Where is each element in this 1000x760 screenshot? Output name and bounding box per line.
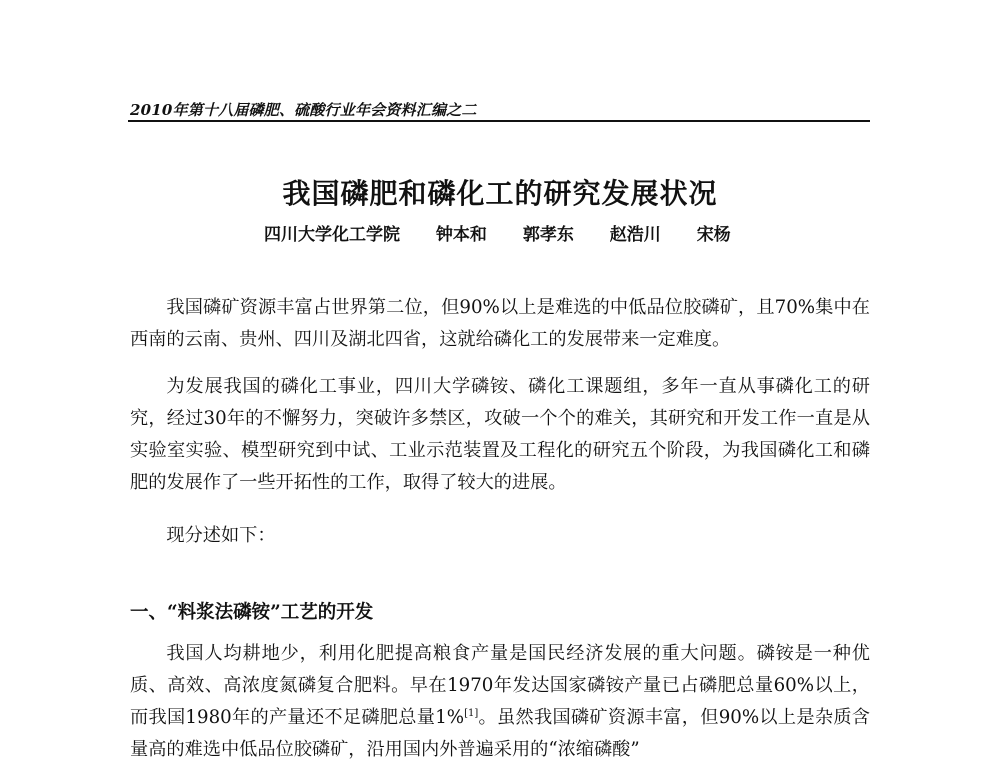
paragraph-text: 。虽然我国磷矿资源丰富，但90%以上是杂质含量高的难选中低品位胶磷矿，沿用国内外普遍采用的“浓缩磷酸”	[130, 707, 870, 760]
author-name: 郭孝东	[522, 225, 574, 245]
body-paragraph	[130, 638, 870, 760]
author-name: 钟本和	[435, 225, 487, 245]
header-rule	[128, 120, 870, 122]
affiliation: 四川大学化工学院	[264, 225, 400, 245]
author-name: 宋杨	[696, 225, 731, 245]
body-paragraph: 我国磷矿资源丰富占世界第二位，但90%以上是难选的中低品位胶磷矿，且70%集中在西南的云南、贵州、四川及湖北四省，这就给磷化工的发展带来一定难度。	[130, 297, 870, 350]
running-head: 2010年第十八届磷肥、硫酸行业年会资料汇编之二	[130, 101, 477, 119]
byline	[264, 220, 731, 245]
paragraph-text: 我国人均耕地少，利用化肥提高粮食产量是国民经济发展的重大问题。磷铵是一种优质、高效、高浓度氮磷复合肥料。早在1970年发达国家磷铵产量已占磷肥总量60%以上，而我国1980年的产量还不足磷肥总量1%	[130, 643, 870, 728]
citation-reference: [1]	[464, 707, 479, 719]
paper-title: 我国磷肥和磷化工的研究发展状况	[282, 177, 718, 210]
section-heading: 一、“料浆法磷铵”工艺的开发	[130, 602, 374, 623]
author-name: 赵浩川	[609, 225, 661, 245]
body-paragraph: 为发展我国的磷化工事业，四川大学磷铵、磷化工课题组，多年一直从事磷化工的研究，经过30年的不懈努力，突破许多禁区，攻破一个个的难关，其研究和开发工作一直是从实验室实验、模型研究到中试、工业示范装置及工程化的研究五个阶段，为我国磷化工和磷肥的发展作了一些开拓性的工作，取得了较大的进展。	[130, 376, 870, 493]
body-paragraph: 现分述如下：	[166, 525, 276, 546]
